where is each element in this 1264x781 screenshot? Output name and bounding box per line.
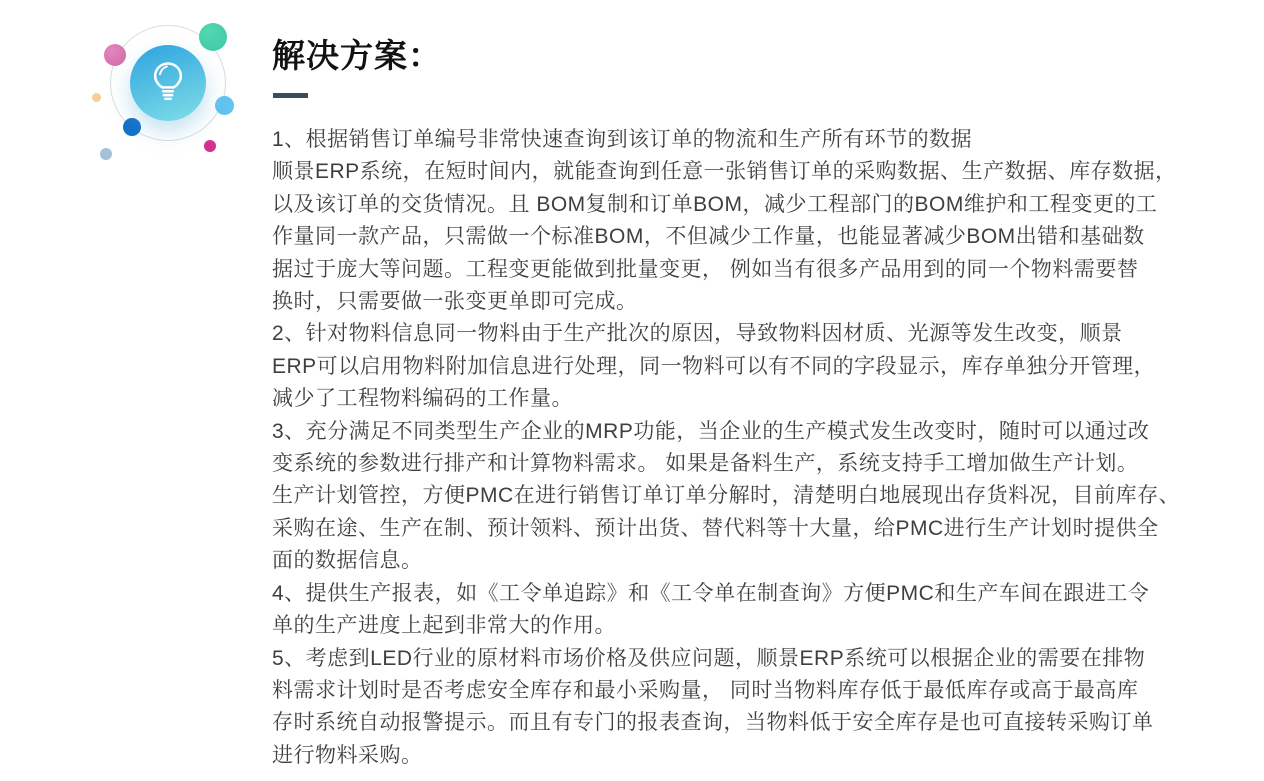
decor-dot-steel	[100, 148, 112, 160]
badge-circle	[130, 45, 206, 121]
text-line: 2、针对物料信息同一物料由于生产批次的原因，导致物料因材质、光源等发生改变，顺景	[272, 322, 1123, 346]
text-line: 4、提供生产报表，如《工令单追踪》和《工令单在制查询》方便PMC和生产车间在跟进工令	[272, 581, 1150, 605]
text-line: 料需求计划时是否考虑安全库存和最小采购量， 同时当物料库存低于最低库存或高于最高库	[272, 678, 1139, 702]
decor-dot-magenta	[204, 140, 216, 152]
text-line: 以及该订单的交货情况。且 BOM复制和订单BOM，减少工程部门的BOM维护和工程变更的工	[272, 192, 1158, 216]
text-line: 1、根据销售订单编号非常快速查询到该订单的物流和生产所有环节的数据	[272, 128, 973, 151]
text-line: 存时系统自动报警提示。而且有专门的报表查询，当物料低于安全库存是也可直接转采购订单	[272, 711, 1154, 735]
text-line: 采购在途、生产在制、预计领料、预计出货、替代料等十大量，给PMC进行生产计划时提供全	[272, 516, 1159, 540]
text-line: 生产计划管控，方便PMC在进行销售订单订单分解时，清楚明白地展现出存货料况，目前库存、	[272, 484, 1181, 508]
text-line: 进行物料采购。	[272, 743, 423, 767]
decor-dot-darkblue	[123, 118, 141, 136]
lightbulb-icon	[145, 59, 191, 107]
text-line: ERP可以启用物料附加信息进行处理，同一物料可以有不同的字段显示，库存单独分开管理，	[272, 354, 1156, 378]
text-line: 3、充分满足不同类型生产企业的MRP功能，当企业的生产模式发生改变时，随时可以通过改	[272, 419, 1150, 443]
text-line: 顺景ERP系统，在短时间内，就能查询到任意一张销售订单的采购数据、生产数据、库存数据，	[272, 160, 1177, 184]
text-line: 单的生产进度上起到非常大的作用。	[272, 614, 616, 638]
decor-dot-lightblue	[215, 96, 234, 115]
text-line: 据过于庞大等问题。工程变更能做到批量变更， 例如当有很多产品用到的同一个物料需要替	[272, 257, 1139, 281]
lightbulb-badge	[85, 5, 250, 175]
decor-dot-pink	[104, 44, 126, 66]
text-line: 5、考虑到LED行业的原材料市场价格及供应问题，顺景ERP系统可以根据企业的需要在排物	[272, 646, 1146, 670]
decor-dot-teal	[199, 23, 227, 51]
text-line: 面的数据信息。	[272, 549, 423, 573]
title-underline	[273, 93, 308, 98]
decor-dot-yellow	[92, 93, 101, 102]
text-line: 减少了工程物料编码的工作量。	[272, 387, 573, 411]
text-line: 作量同一款产品，只需做一个标准BOM，不但减少工作量，也能显著减少BOM出错和基础数	[272, 225, 1145, 249]
solution-body	[272, 124, 1212, 772]
text-line: 变系统的参数进行排产和计算物料需求。 如果是备料生产，系统支持手工增加做生产计划。	[272, 452, 1139, 476]
page-title: 解决方案：	[272, 37, 442, 74]
text-line: 换时，只需要做一张变更单即可完成。	[272, 290, 638, 314]
